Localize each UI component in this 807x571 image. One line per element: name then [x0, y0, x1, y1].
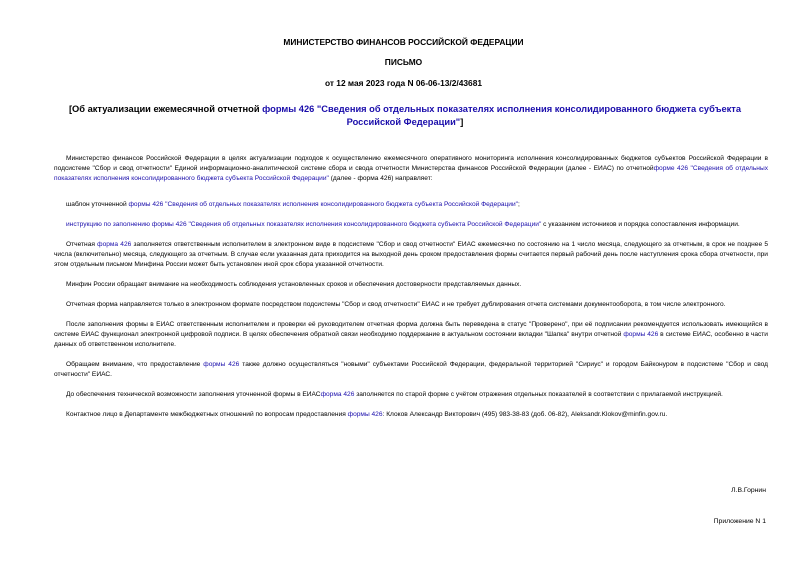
- instruction-link[interactable]: инструкцию по заполнению формы 426 "Сведения об отдельных показателях исполнения консолидированного бюджета субъекта Российской Федерации": [66, 221, 542, 228]
- document-type: ПИСЬМО: [384, 57, 423, 67]
- form-426-link[interactable]: форма 426: [97, 241, 132, 248]
- form-426-link[interactable]: формы 426: [623, 331, 659, 338]
- paragraph-electronic-format: Отчетная форма направляется только в электронном формате посредством подсистемы "Сбор и свод отчетности" ЕИАС и не требует дублирования отчета системами документооборота, в том числе электронного.: [66, 301, 726, 308]
- paragraph-text: До обеспечения технической возможности заполнения уточненной формы в ЕИАС: [66, 391, 321, 398]
- paragraph-text: заполняется ответственным исполнителем в электронном виде в подсистеме "Сбор и свод отчетности" ЕИАС ежемесячно по состоянию на 1 число месяца, следующего за отчетным, в срок не позднее 5 числа (включительно) месяца, следующего за отчетным. В случае если указанная дата приходится на выходной день сроком предоставления формы считается первый рабочий день после наступления срока сбора отчетности, при этом отдельным письмом Минфина России может быть установлен иной срок сбора указанной отчетности.: [54, 241, 768, 268]
- title-prefix: [Об актуализации ежемесячной отчетной: [68, 104, 263, 114]
- form-426-link[interactable]: формы 426: [347, 411, 383, 418]
- paragraph-new-subjects: [54, 360, 768, 380]
- paragraph-text: заполняется по старой форме с учётом отражения отдельных показателей в соответствии с прилагаемой инструкцией.: [354, 391, 723, 398]
- paragraph-text: также должно осуществляться "новыми" субъектами Российской Федерации, федеральной территорией "Сириус" и городом Байконуром в подсистеме "Сбор и свод отчетности" ЕИАС.: [54, 361, 769, 378]
- signature: Л.В.Горнин: [731, 487, 766, 494]
- paragraph-text: Обращаем внимание, что предоставление: [66, 361, 204, 368]
- appendix-label: Приложение N 1: [713, 518, 766, 525]
- paragraph-text: ;: [518, 201, 520, 208]
- paragraph-text: (далее - форма 426) направляет:: [328, 175, 433, 182]
- document-date-number: от 12 мая 2023 года N 06-06-13/2/43681: [324, 78, 483, 88]
- paragraph-text: шаблон уточненной: [66, 201, 129, 208]
- paragraph-text: Отчетная: [66, 241, 98, 248]
- paragraph-text: в системе ЕИАС, особенно в части данных об ответственном исполнителе.: [54, 331, 768, 348]
- title-suffix: ]: [460, 116, 464, 127]
- paragraph-text: Министерство финансов Российской Федерации в целях актуализации подходов к осуществлению ежемесячного оперативного мониторинга исполнения консолидированных бюджетов субъектов Российской Федерации в подсистеме "Сбор и свод отчетности" Единой информационно-аналитической системе сбора и свода отчетности Министерства финансов Российской Федерации (далее - ЕИАС) по отчетной: [54, 155, 768, 172]
- paragraph-text: : Клоков Александр Викторович (495) 983-38-83 (доб. 06-82), Aleksandr.Klokov@minfin.gov.ru.: [382, 411, 668, 418]
- paragraph-contact: [54, 410, 768, 420]
- paragraph-attention: Минфин России обращает внимание на необходимость соблюдения установленных сроков и обеспечения достоверности представляемых данных.: [66, 281, 522, 288]
- form-426-link[interactable]: форме 426 "Сведения об отдельных показателях исполнения консолидированного бюджета субъекта Российской Федерации": [54, 165, 768, 182]
- paragraph-text: Контактное лицо в Департаменте межбюджетных отношений по вопросам предоставления: [66, 411, 348, 418]
- title-form-426-link[interactable]: формы 426 "Сведения об отдельных показателях исполнения консолидированного бюджета субъекта Российской Федерации": [262, 104, 742, 127]
- ministry-header: МИНИСТЕРСТВО ФИНАНСОВ РОССИЙСКОЙ ФЕДЕРАЦИИ: [283, 37, 524, 47]
- paragraph-text: с указанием источников и порядка сопоставления информации.: [541, 221, 740, 228]
- paragraph-deadlines: [54, 240, 768, 270]
- paragraph-verification: [54, 320, 768, 350]
- paragraph-template: [54, 200, 768, 210]
- document-title: [45, 103, 765, 128]
- form-426-link[interactable]: форма 426: [320, 391, 355, 398]
- paragraph-instruction: [54, 220, 768, 230]
- paragraph-old-form: [54, 390, 768, 400]
- paragraph-text: После заполнения формы в ЕИАС ответственным исполнителем и проверки её руководителем отчетная форма должна быть переведена в статус "Проверено", при её подписании рекомендуется использовать имеющийся в системе ЕИАС функционал электронной цифровой подписи. В целях обеспечения обратной связи необходимо поддержание в актуальном состоянии вкладки "Шапка" внутри отчетной: [54, 321, 768, 338]
- letter-body: [54, 154, 768, 420]
- form-426-link[interactable]: формы 426: [203, 361, 240, 368]
- paragraph-intro: [54, 154, 768, 184]
- template-form-426-link[interactable]: формы 426 "Сведения об отдельных показателях исполнения консолидированного бюджета субъекта Российской Федерации": [128, 201, 519, 208]
